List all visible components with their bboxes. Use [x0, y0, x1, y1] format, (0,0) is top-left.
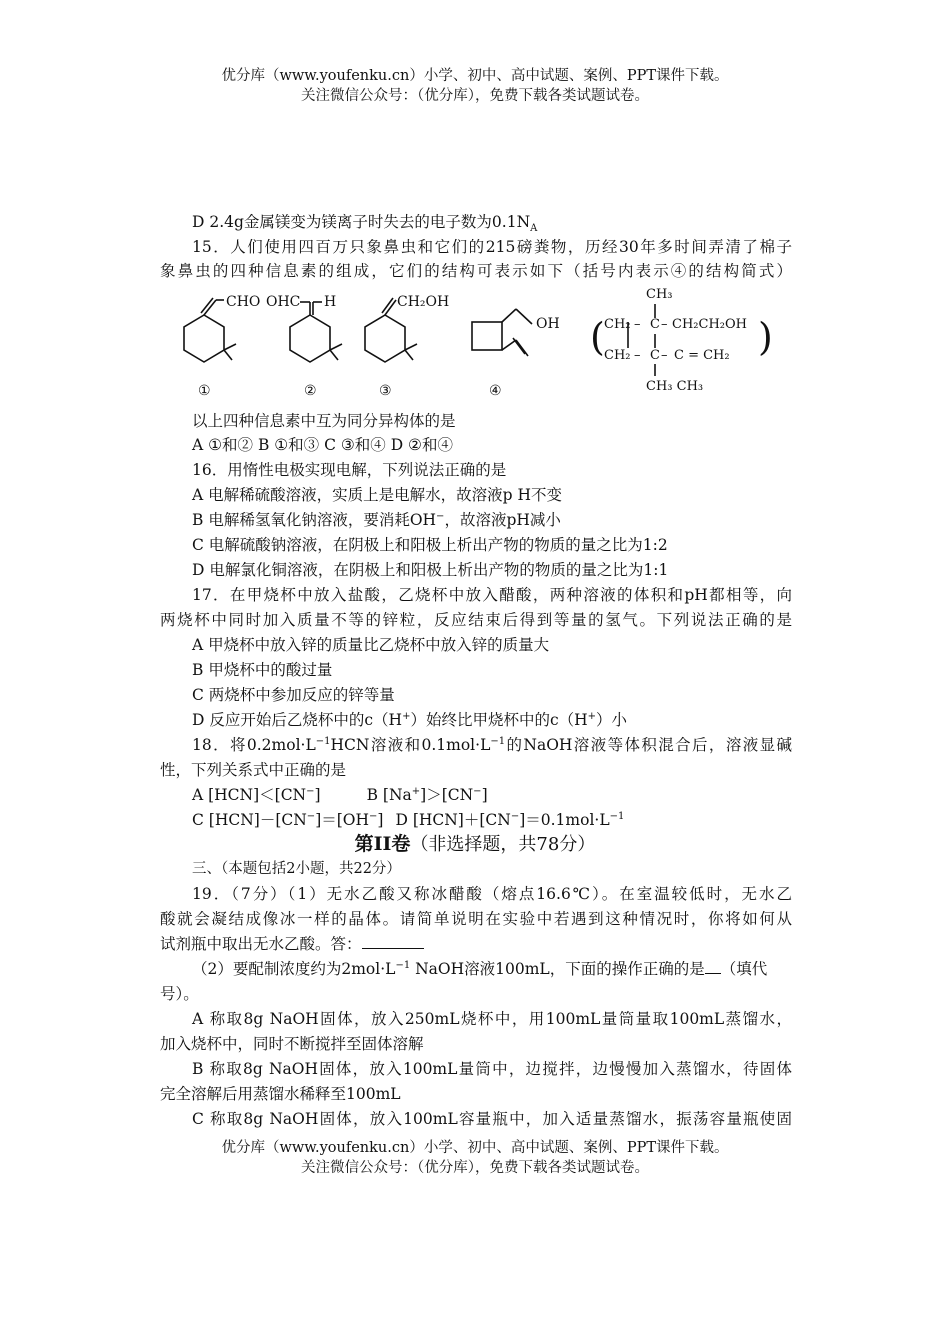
- q18-options-cd: [192, 808, 792, 832]
- num-3: ③: [379, 383, 392, 399]
- formula-paren-right: ): [758, 315, 773, 359]
- q18-c-part2: ]＝[OH: [315, 811, 370, 829]
- formula-paren-left: (: [590, 315, 605, 359]
- q19-p2-part2: NaOH溶液100mL，下面的操作正确的是: [410, 960, 705, 978]
- part-2-rest: （非选择题，共78分）: [410, 834, 596, 855]
- q19-part-2: [192, 957, 792, 981]
- q14-d-text: D 2.4g金属镁变为镁离子时失去的电子数为0.1N: [192, 213, 531, 231]
- q18-c-part3: ]: [377, 811, 384, 829]
- q17-d-sup2: +: [587, 710, 597, 722]
- q16-option-d: D 电解氯化铜溶液，在阴极上和阳极上析出产物的物质的量之比为1:1: [192, 561, 669, 579]
- q19-line-1: 19．（7分）（1）无水乙酸又称冰醋酸（熔点16.6℃）。在室温较低时，无水乙: [192, 885, 792, 903]
- q16-option-b: [192, 508, 792, 532]
- q19-p2-sup: −1: [395, 959, 411, 971]
- q19-option-a-1: A 称取8g NaOH固体，放入250mL烧杯中，用100mL量筒量取100mL蒸馏水，: [192, 1010, 792, 1028]
- header-line-1: 优分库（www.youfenku.cn）小学、初中、高中试题、案例、PPT课件下载。: [221, 68, 729, 84]
- q18-b-part1: B [Na: [366, 786, 412, 804]
- q15-question: 以上四种信息素中互为同分异构体的是: [192, 412, 456, 430]
- q18-b-part3: ]: [481, 786, 488, 804]
- q16-option-a: A 电解稀硫酸溶液，实质上是电解水，故溶液p H不变: [192, 486, 562, 504]
- formula-row1-right: CH₂CH₂OH: [672, 317, 747, 332]
- q14-option-d: [192, 210, 792, 234]
- q18-c-part1: C [HCN]－[CN: [192, 811, 307, 829]
- formula-top: CH₃: [646, 287, 673, 302]
- q17-d-part3: ）小: [596, 711, 628, 729]
- q19-option-a-2: 加入烧杯中，同时不断搅拌至固体溶解: [160, 1035, 424, 1053]
- num-1: ①: [198, 383, 211, 399]
- q18-a-part1: A [HCN]＜[CN: [192, 786, 307, 804]
- q17-stem-2: 两烧杯中同时加入质量不等的锌粒，反应结束后得到等量的氢气。下列说法正确的是: [160, 611, 792, 629]
- q17-option-d: [192, 708, 792, 732]
- q18-stem-part1: 18．将0.2mol·L: [192, 736, 316, 754]
- q18-a-part2: ]: [314, 786, 321, 804]
- formula-bottom: CH₃ CH₃: [646, 379, 704, 394]
- header-line-2: 关注微信公众号：（优分库），免费下载各类试题试卷。: [301, 88, 649, 104]
- q15-stem-2: 象鼻虫的四种信息素的组成，它们的结构可表示如下（括号内表示④的结构简式）: [160, 262, 792, 280]
- q19-part-2-line-2: 号）。: [160, 985, 199, 1003]
- q19-p2-part3: （填代: [720, 960, 768, 978]
- q17-option-a: A 甲烧杯中放入锌的质量比乙烧杯中放入锌的质量大: [192, 636, 550, 654]
- q15-stem-1: 15．人们使用四百万只象鼻虫和它们的215磅粪物，历经30年多时间弄清了棉子: [192, 238, 792, 256]
- q18-a-sup: −: [306, 785, 315, 797]
- q14-d-sub: A: [530, 223, 538, 235]
- formula-row2-left: CH₂: [604, 348, 631, 363]
- formula-row1-left: CH₂: [604, 317, 631, 332]
- q18-d-sup1: −: [510, 810, 520, 822]
- q19-line-3-text: 试剂瓶中取出无水乙酸。答：: [160, 935, 362, 953]
- q19-answer-blank-2[interactable]: [705, 957, 721, 974]
- q18-stem-sup1: −1: [315, 735, 331, 747]
- q19-p2-part1: （2）要配制浓度约为2mol·L: [192, 960, 396, 978]
- q15-structures-figure: [160, 282, 800, 407]
- s1-cho-label: CHO: [226, 294, 261, 310]
- footer-line-1: 优分库（www.youfenku.cn）小学、初中、高中试题、案例、PPT课件下载。: [221, 1140, 729, 1156]
- num-2: ②: [304, 383, 317, 399]
- q17-stem-1: 17．在甲烧杯中放入盐酸，乙烧杯中放入醋酸，两种溶液的体积和pH都相等，向: [192, 586, 792, 604]
- q17-d-sup1: +: [402, 710, 411, 722]
- q17-d-part2: ）始终比甲烧杯中的c（H: [410, 711, 588, 729]
- part-2-bold: 第II卷: [354, 833, 411, 855]
- q18-stem-sup2: −1: [490, 735, 506, 747]
- formula-row2-dash2: –: [661, 348, 668, 363]
- q19-option-c-1: C 称取8g NaOH固体，放入100mL容量瓶中，加入适量蒸馏水，振荡容量瓶使固: [192, 1110, 792, 1128]
- part-2-title: [0, 831, 950, 858]
- q19-line-3: [160, 932, 792, 956]
- q18-d-part2: ]＝0.1mol·L: [519, 811, 610, 829]
- q18-b-sup1: +: [411, 785, 421, 797]
- q18-b-part2: ]＞[CN: [420, 786, 474, 804]
- formula-row1-dash1: –: [634, 317, 641, 332]
- q16-b-part1: B 电解稀氢氧化钠溶液，要消耗OH: [192, 511, 437, 529]
- footer-line-2: 关注微信公众号：（优分库），免费下载各类试题试卷。: [301, 1160, 649, 1176]
- q18-stem-1: [192, 733, 792, 757]
- section-3-heading: 三、（本题包括2小题，共22分）: [192, 861, 401, 877]
- q19-line-2: 酸就会凝结成像冰一样的晶体。请简单说明在实验中若遇到这种情况时，你将如何从: [160, 910, 792, 928]
- q19-answer-blank-1[interactable]: [362, 932, 424, 949]
- formula-row2-c: C: [650, 348, 660, 363]
- s3-ch2oh-label: CH₂OH: [397, 294, 450, 310]
- q16-option-c: C 电解硫酸钠溶液，在阴极上和阳极上析出产物的物质的量之比为1:2: [192, 536, 668, 554]
- s4-oh-label: OH: [536, 316, 560, 332]
- formula-row2-right: C = CH₂: [674, 348, 730, 363]
- q17-option-c: C 两烧杯中参加反应的锌等量: [192, 686, 395, 704]
- num-4: ④: [489, 383, 502, 399]
- q18-d-sup2: −1: [609, 810, 625, 822]
- q18-options-ab: [192, 783, 792, 807]
- q17-option-b: B 甲烧杯中的酸过量: [192, 661, 333, 679]
- formula-row2-dash1: –: [634, 348, 641, 363]
- q16-b-part2: ，故溶液pH减小: [444, 511, 561, 529]
- q18-stem-part2: HCN溶液和0.1mol·L: [330, 736, 491, 754]
- formula-row1-c: C: [650, 317, 660, 332]
- q19-option-b-2: 完全溶解后用蒸馏水稀释至100mL: [160, 1085, 401, 1103]
- q18-d-part1: D [HCN]＋[CN: [395, 811, 511, 829]
- q18-b-sup2: −: [473, 785, 482, 797]
- q16-b-sup: −: [436, 510, 445, 522]
- q19-option-b-1: B 称取8g NaOH固体，放入100mL量筒中，边搅拌，边慢慢加入蒸馏水，待固体: [192, 1060, 792, 1078]
- q15-options: A ①和② B ①和③ C ③和④ D ②和④: [192, 436, 453, 454]
- q18-c-sup1: −: [306, 810, 316, 822]
- s2-ohc-label: OHC: [266, 294, 301, 310]
- q18-stem-2: 性，下列关系式中正确的是: [160, 761, 347, 779]
- s2-h-label: H: [324, 294, 337, 310]
- q16-stem: 16．用惰性电极实现电解，下列说法正确的是: [192, 461, 507, 479]
- q18-c-sup2: −: [369, 810, 378, 822]
- q18-stem-part3: 的NaOH溶液等体积混合后，溶液显碱: [505, 736, 792, 754]
- q17-d-part1: D 反应开始后乙烧杯中的c（H: [192, 711, 403, 729]
- formula-row1-dash2: –: [661, 317, 668, 332]
